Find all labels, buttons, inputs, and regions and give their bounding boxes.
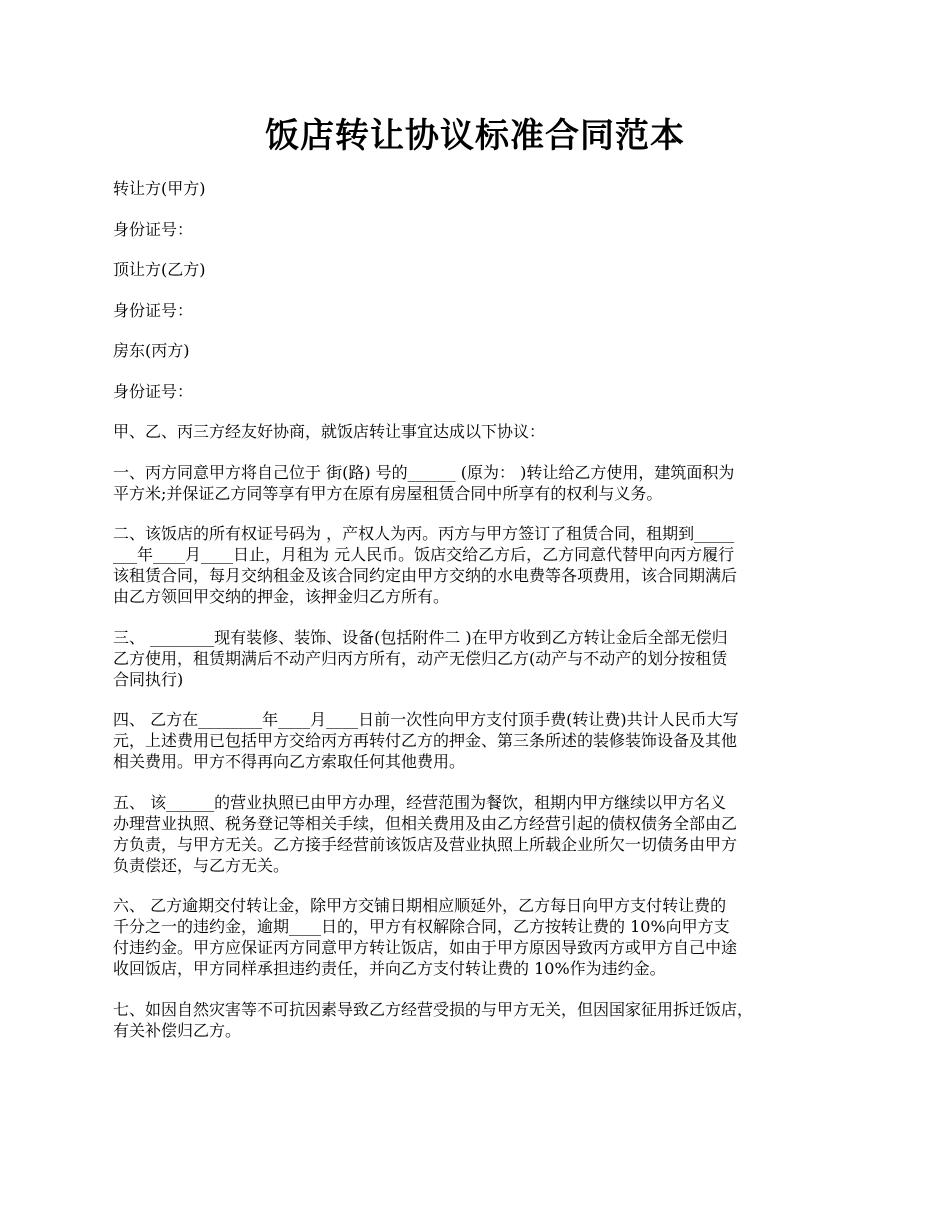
clause-6 [113, 895, 848, 979]
clause-1 [113, 462, 848, 504]
clause-line: 付违约金。甲方应保证丙方同意甲方转让饭店，如由于甲方原因导致丙方或甲方自己中途 [113, 938, 738, 957]
clause-line: 二、该饭店的所有权证号码为 ，产权人为丙。丙方与甲方签订了租赁合同，租期到_____ [113, 524, 735, 543]
transferor-field: 转让方(甲方) [113, 179, 206, 198]
clause-line: 办理营业执照、税务登记等相关手续，但相关费用及由乙方经营引起的债权债务全部由乙 [113, 813, 738, 833]
clause-line: 乙方使用，租赁期满后不动产归丙方所有，动产无偿归乙方(动产与不动产的划分按租赁 [113, 648, 728, 668]
clause-line: 相关费用。甲方不得再向乙方索取任何其他费用。 [113, 752, 466, 771]
clause-line: 合同执行) [113, 669, 184, 689]
transferee-id-field: 身份证号： [113, 300, 194, 320]
clause-line: 千分之一的违约金，逾期____日的，甲方有权解除合同，乙方按转让费的 10%向甲方支 [113, 917, 730, 936]
clause-5 [113, 792, 848, 876]
clause-line: ___年____月____日止，月租为 元人民币。饭店交给乙方后，乙方同意代替甲向丙方履行 [113, 545, 735, 564]
document-title: 饭店转让协议标准合同范本 [265, 116, 685, 156]
landlord-field: 房东(丙方) [113, 341, 190, 360]
clause-line: 元，上述费用已包括甲方交给丙方再转付乙方的押金、第三条所述的装修装饰设备及其他 [113, 731, 738, 750]
clause-line: 五、 该______的营业执照已由甲方办理，经营范围为餐饮，租期内甲方继续以甲方名义 [113, 792, 727, 812]
document-body [113, 178, 848, 1060]
landlord-id-field: 身份证号： [113, 381, 194, 401]
clause-line: 由乙方领回甲交纳的押金，该押金归乙方所有。 [113, 587, 450, 606]
clause-line: 六、 乙方逾期交付转让金，除甲方交铺日期相应顺延外，乙方每日向甲方支付转让费的 [113, 896, 727, 915]
clause-3 [113, 627, 848, 690]
clause-line: 负责偿还，与乙方无关。 [113, 855, 290, 875]
clause-line: 七、如因自然灾害等不可抗因素导致乙方经营受损的与甲方无关，但因国家征用拆迁饭店， [113, 999, 754, 1019]
clause-line: 有关补偿归乙方。 [113, 1020, 242, 1040]
clause-line: 该租赁合同，每月交纳租金及该合同约定由甲方交纳的水电费等各项费用，该合同期满后 [113, 566, 738, 585]
transferee-field: 顶让方(乙方) [113, 260, 206, 279]
intro-paragraph: 甲、乙、丙三方经友好协商，就饭店转让事宜达成以下协议： [113, 422, 546, 441]
clause-line: 三、 ________现有装修、装饰、设备(包括附件二 )在甲方收到乙方转让金后全部无偿归 [113, 627, 728, 647]
clause-line: 平方米;并保证乙方同等享有甲方在原有房屋租赁合同中所享有的权利与义务。 [113, 483, 663, 503]
clause-line: 四、 乙方在________年____月____日前一次性向甲方支付顶手费(转让费)共计人民币大写 [113, 710, 739, 729]
clause-line: 方负责，与甲方无关。乙方接手经营前该饭店及营业执照上所载企业所欠一切债务由甲方 [113, 834, 738, 854]
clause-7 [113, 999, 848, 1041]
clause-line: 一、丙方同意甲方将自己位于 街(路) 号的______ (原为： )转让给乙方使用，建筑面积为 [113, 462, 735, 482]
transferor-id-field: 身份证号： [113, 219, 194, 239]
clause-2 [113, 523, 848, 607]
clause-4 [113, 709, 848, 772]
clause-line: 收回饭店，甲方同样承担违约责任，并向乙方支付转让费的 10%作为违约金。 [113, 959, 666, 978]
